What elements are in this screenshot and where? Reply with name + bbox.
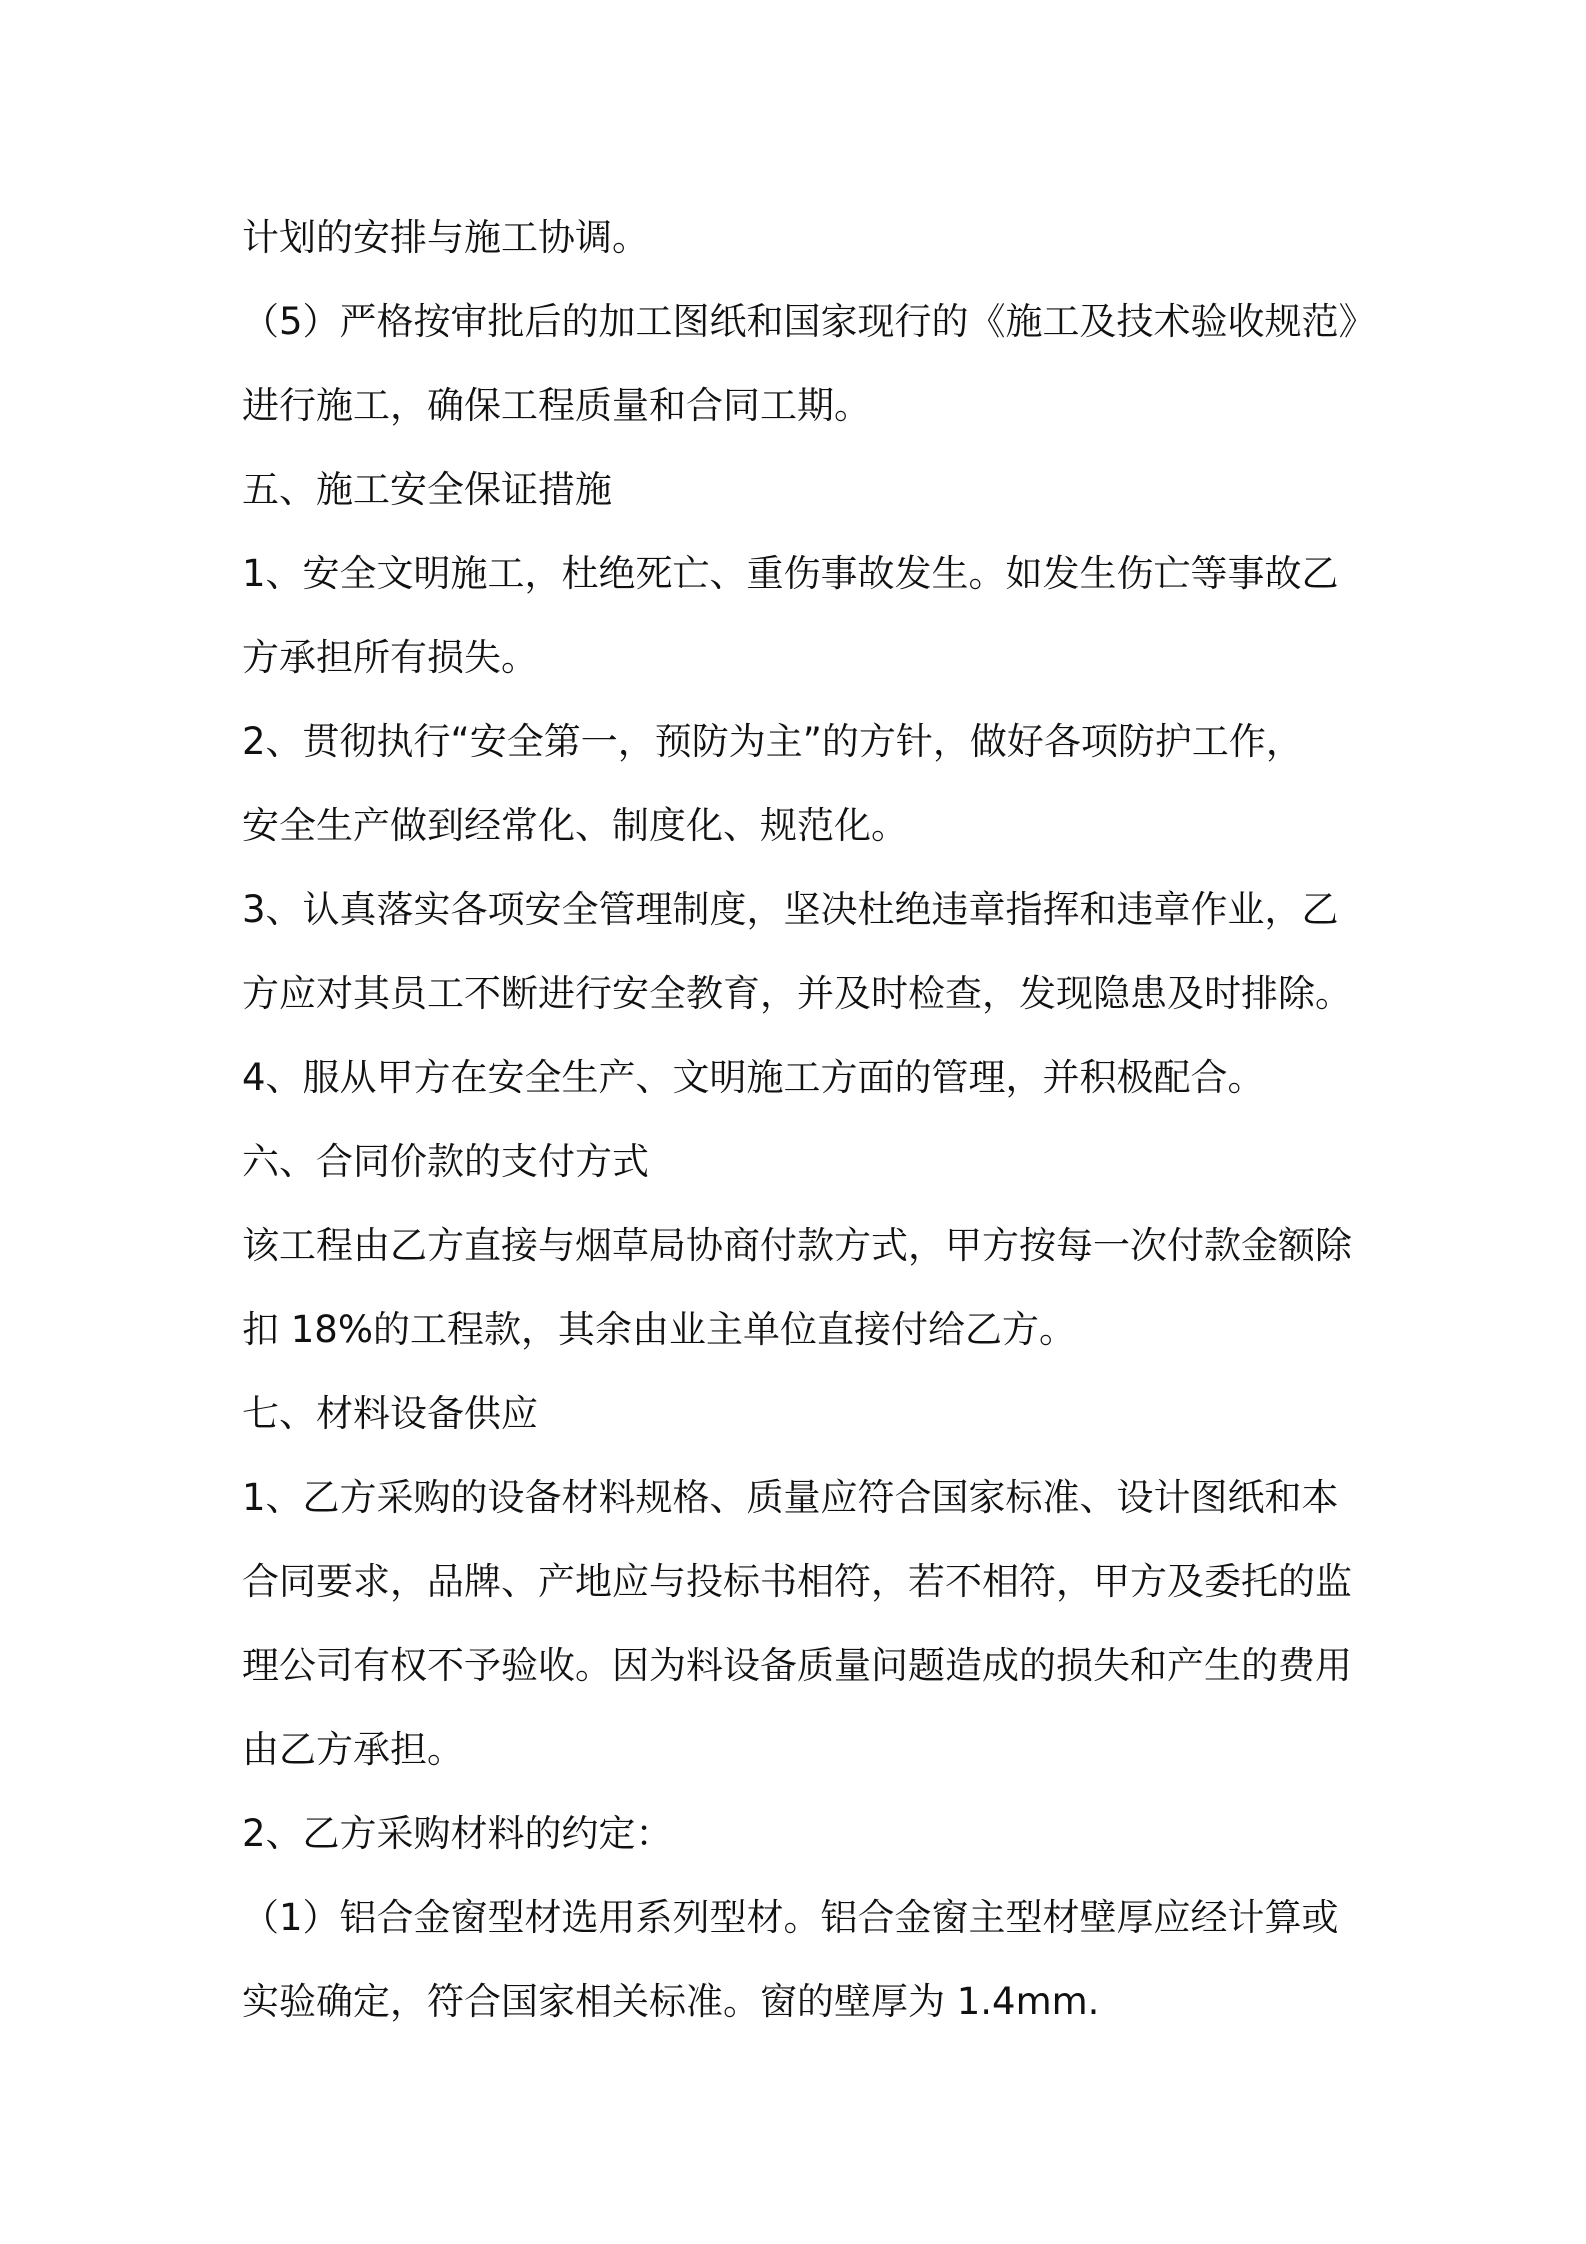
text-line: 2、乙方采购材料的约定： [242,1812,673,1855]
text-line: 该工程由乙方直接与烟草局协商付款方式，甲方按每一次付款金额除 [242,1224,1352,1267]
text-line: 4、服从甲方在安全生产、文明施工方面的管理，并积极配合。 [242,1056,1265,1099]
text-line: 安全生产做到经常化、制度化、规范化。 [242,804,908,847]
text-line: 由乙方承担。 [242,1728,464,1771]
text-line: 合同要求，品牌、产地应与投标书相符，若不相符，甲方及委托的监 [242,1560,1352,1603]
text-line: 计划的安排与施工协调。 [242,216,649,259]
text-line: 实验确定，符合国家相关标准。窗的壁厚为 1.4mm. [242,1980,1100,2023]
text-line: 方应对其员工不断进行安全教育，并及时检查，发现隐患及时排除。 [242,972,1352,1015]
section-heading: 七、材料设备供应 [242,1392,538,1435]
section-heading: 五、施工安全保证措施 [242,468,612,511]
text-line: 进行施工，确保工程质量和合同工期。 [242,384,871,427]
section-heading: 六、合同价款的支付方式 [242,1140,649,1183]
text-line: 扣 18%的工程款，其余由业主单位直接付给乙方。 [242,1308,1076,1351]
text-line: 3、认真落实各项安全管理制度，坚决杜绝违章指挥和违章作业，乙 [242,888,1339,931]
text-line: （1）铝合金窗型材选用系列型材。铝合金窗主型材壁厚应经计算或 [242,1896,1339,1939]
text-line: 2、贯彻执行“安全第一，预防为主”的方针，做好各项防护工作， [242,720,1303,763]
text-line: 理公司有权不予验收。因为料设备质量问题造成的损失和产生的费用 [242,1644,1352,1687]
text-line: 1、安全文明施工，杜绝死亡、重伤事故发生。如发生伤亡等事故乙 [242,552,1339,595]
text-line: 方承担所有损失。 [242,636,538,679]
document-body [242,196,1376,2044]
text-line: （5）严格按审批后的加工图纸和国家现行的《施工及技术验收规范》 [242,300,1376,343]
text-line: 1、乙方采购的设备材料规格、质量应符合国家标准、设计图纸和本 [242,1476,1339,1519]
